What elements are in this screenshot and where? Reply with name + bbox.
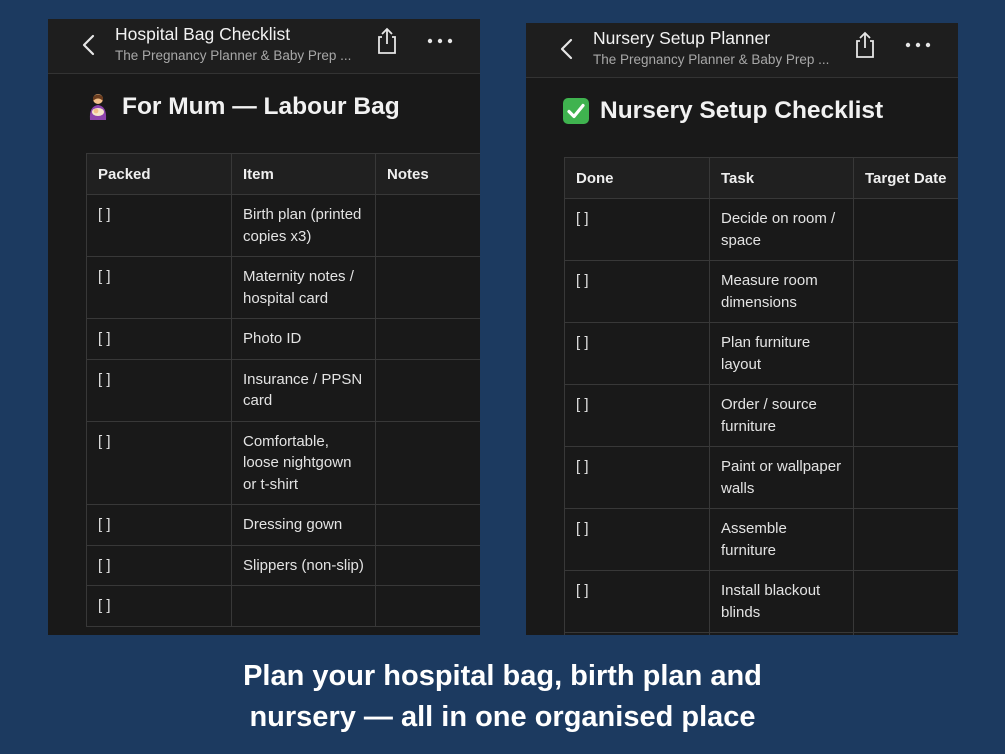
table-header-row: [87, 154, 481, 195]
target-date-cell[interactable]: [854, 323, 959, 385]
column-header[interactable]: Task: [710, 158, 854, 199]
task-cell[interactable]: Install blackout blinds: [710, 571, 854, 633]
page-subtitle: The Pregnancy Planner & Baby Prep ...: [115, 48, 352, 63]
column-header[interactable]: Done: [565, 158, 710, 199]
table-row[interactable]: [87, 505, 481, 546]
table-row[interactable]: [87, 257, 481, 319]
item-cell[interactable]: Dressing gown: [232, 505, 376, 546]
checkbox-cell[interactable]: [ ]: [87, 319, 232, 360]
checklist-table-container[interactable]: [564, 157, 958, 635]
table-row[interactable]: [87, 586, 481, 627]
target-date-cell[interactable]: [854, 447, 959, 509]
table-row[interactable]: [565, 385, 959, 447]
item-cell[interactable]: Comfortable, loose nightgown or t-shirt: [232, 421, 376, 505]
item-cell[interactable]: Slippers (non-slip): [232, 545, 376, 586]
column-header[interactable]: Item: [232, 154, 376, 195]
table-row[interactable]: [87, 359, 481, 421]
table-row[interactable]: [87, 545, 481, 586]
section-heading: [84, 93, 400, 121]
share-icon[interactable]: [375, 27, 399, 55]
checkbox-cell[interactable]: [ ]: [565, 509, 710, 571]
notes-cell[interactable]: [376, 319, 481, 360]
back-arrow-icon[interactable]: [556, 36, 578, 62]
table-row[interactable]: [565, 633, 959, 636]
target-date-cell[interactable]: [854, 633, 959, 636]
back-arrow-icon[interactable]: [78, 32, 100, 58]
table-row[interactable]: [87, 195, 481, 257]
checkbox-cell[interactable]: [ ]: [565, 323, 710, 385]
notes-cell[interactable]: [376, 195, 481, 257]
task-cell[interactable]: [710, 633, 854, 636]
checkbox-cell[interactable]: [ ]: [87, 195, 232, 257]
item-cell[interactable]: Insurance / PPSN card: [232, 359, 376, 421]
page-title: Nursery Setup Planner: [593, 28, 771, 48]
check-mark-button-icon: [562, 97, 590, 125]
share-icon[interactable]: [853, 31, 877, 59]
table-row[interactable]: [565, 199, 959, 261]
item-cell[interactable]: Birth plan (printed copies x3): [232, 195, 376, 257]
column-header[interactable]: Packed: [87, 154, 232, 195]
table-row[interactable]: [565, 571, 959, 633]
promo-caption: [0, 656, 1005, 738]
checkbox-cell[interactable]: [ ]: [565, 571, 710, 633]
item-cell[interactable]: Maternity notes / hospital card: [232, 257, 376, 319]
task-cell[interactable]: Order / source furniture: [710, 385, 854, 447]
checklist-table: [86, 153, 480, 627]
checkbox-cell[interactable]: [ ]: [87, 421, 232, 505]
notes-cell[interactable]: [376, 505, 481, 546]
section-heading-text: For Mum — Labour Bag: [122, 93, 400, 120]
page-title: Hospital Bag Checklist: [115, 24, 291, 44]
top-bar: [48, 19, 480, 74]
task-cell[interactable]: Decide on room / space: [710, 199, 854, 261]
checkbox-cell[interactable]: [565, 633, 710, 636]
table-row[interactable]: [565, 261, 959, 323]
column-header[interactable]: Notes: [376, 154, 481, 195]
table-row[interactable]: [565, 323, 959, 385]
checkbox-cell[interactable]: [ ]: [87, 359, 232, 421]
checkbox-cell[interactable]: [ ]: [87, 257, 232, 319]
checkbox-cell[interactable]: [ ]: [565, 261, 710, 323]
target-date-cell[interactable]: [854, 261, 959, 323]
target-date-cell[interactable]: [854, 199, 959, 261]
caption-line: Plan your hospital bag, birth plan and: [243, 660, 762, 692]
notes-cell[interactable]: [376, 421, 481, 505]
checkbox-cell[interactable]: [ ]: [87, 545, 232, 586]
checkbox-cell[interactable]: [ ]: [565, 199, 710, 261]
notes-cell[interactable]: [376, 586, 481, 627]
more-options-icon[interactable]: [905, 41, 931, 49]
top-bar: [526, 23, 958, 78]
more-options-icon[interactable]: [427, 37, 453, 45]
table-row[interactable]: [565, 447, 959, 509]
task-cell[interactable]: Plan furniture layout: [710, 323, 854, 385]
mother-baby-icon: [84, 93, 112, 121]
table-header-row: [565, 158, 959, 199]
notes-cell[interactable]: [376, 359, 481, 421]
checkbox-cell[interactable]: [ ]: [565, 447, 710, 509]
item-cell[interactable]: Photo ID: [232, 319, 376, 360]
notes-cell[interactable]: [376, 257, 481, 319]
table-row[interactable]: [565, 509, 959, 571]
checkbox-cell[interactable]: [ ]: [87, 505, 232, 546]
hospital-bag-screen: [48, 19, 480, 635]
column-header[interactable]: Target Date: [854, 158, 959, 199]
task-cell[interactable]: Paint or wallpaper walls: [710, 447, 854, 509]
task-cell[interactable]: Assemble furniture: [710, 509, 854, 571]
checkbox-cell[interactable]: [ ]: [87, 586, 232, 627]
nursery-setup-screen: [526, 23, 958, 635]
target-date-cell[interactable]: [854, 571, 959, 633]
table-row[interactable]: [87, 319, 481, 360]
table-row[interactable]: [87, 421, 481, 505]
page-subtitle: The Pregnancy Planner & Baby Prep ...: [593, 52, 830, 67]
item-cell[interactable]: [232, 586, 376, 627]
section-heading: [562, 97, 883, 125]
section-heading-text: Nursery Setup Checklist: [600, 97, 884, 124]
caption-line: nursery — all in one organised place: [249, 701, 756, 733]
target-date-cell[interactable]: [854, 509, 959, 571]
target-date-cell[interactable]: [854, 385, 959, 447]
checklist-table-container[interactable]: [86, 153, 480, 635]
task-cell[interactable]: Measure room dimensions: [710, 261, 854, 323]
checklist-table: [564, 157, 958, 635]
checkbox-cell[interactable]: [ ]: [565, 385, 710, 447]
notes-cell[interactable]: [376, 545, 481, 586]
